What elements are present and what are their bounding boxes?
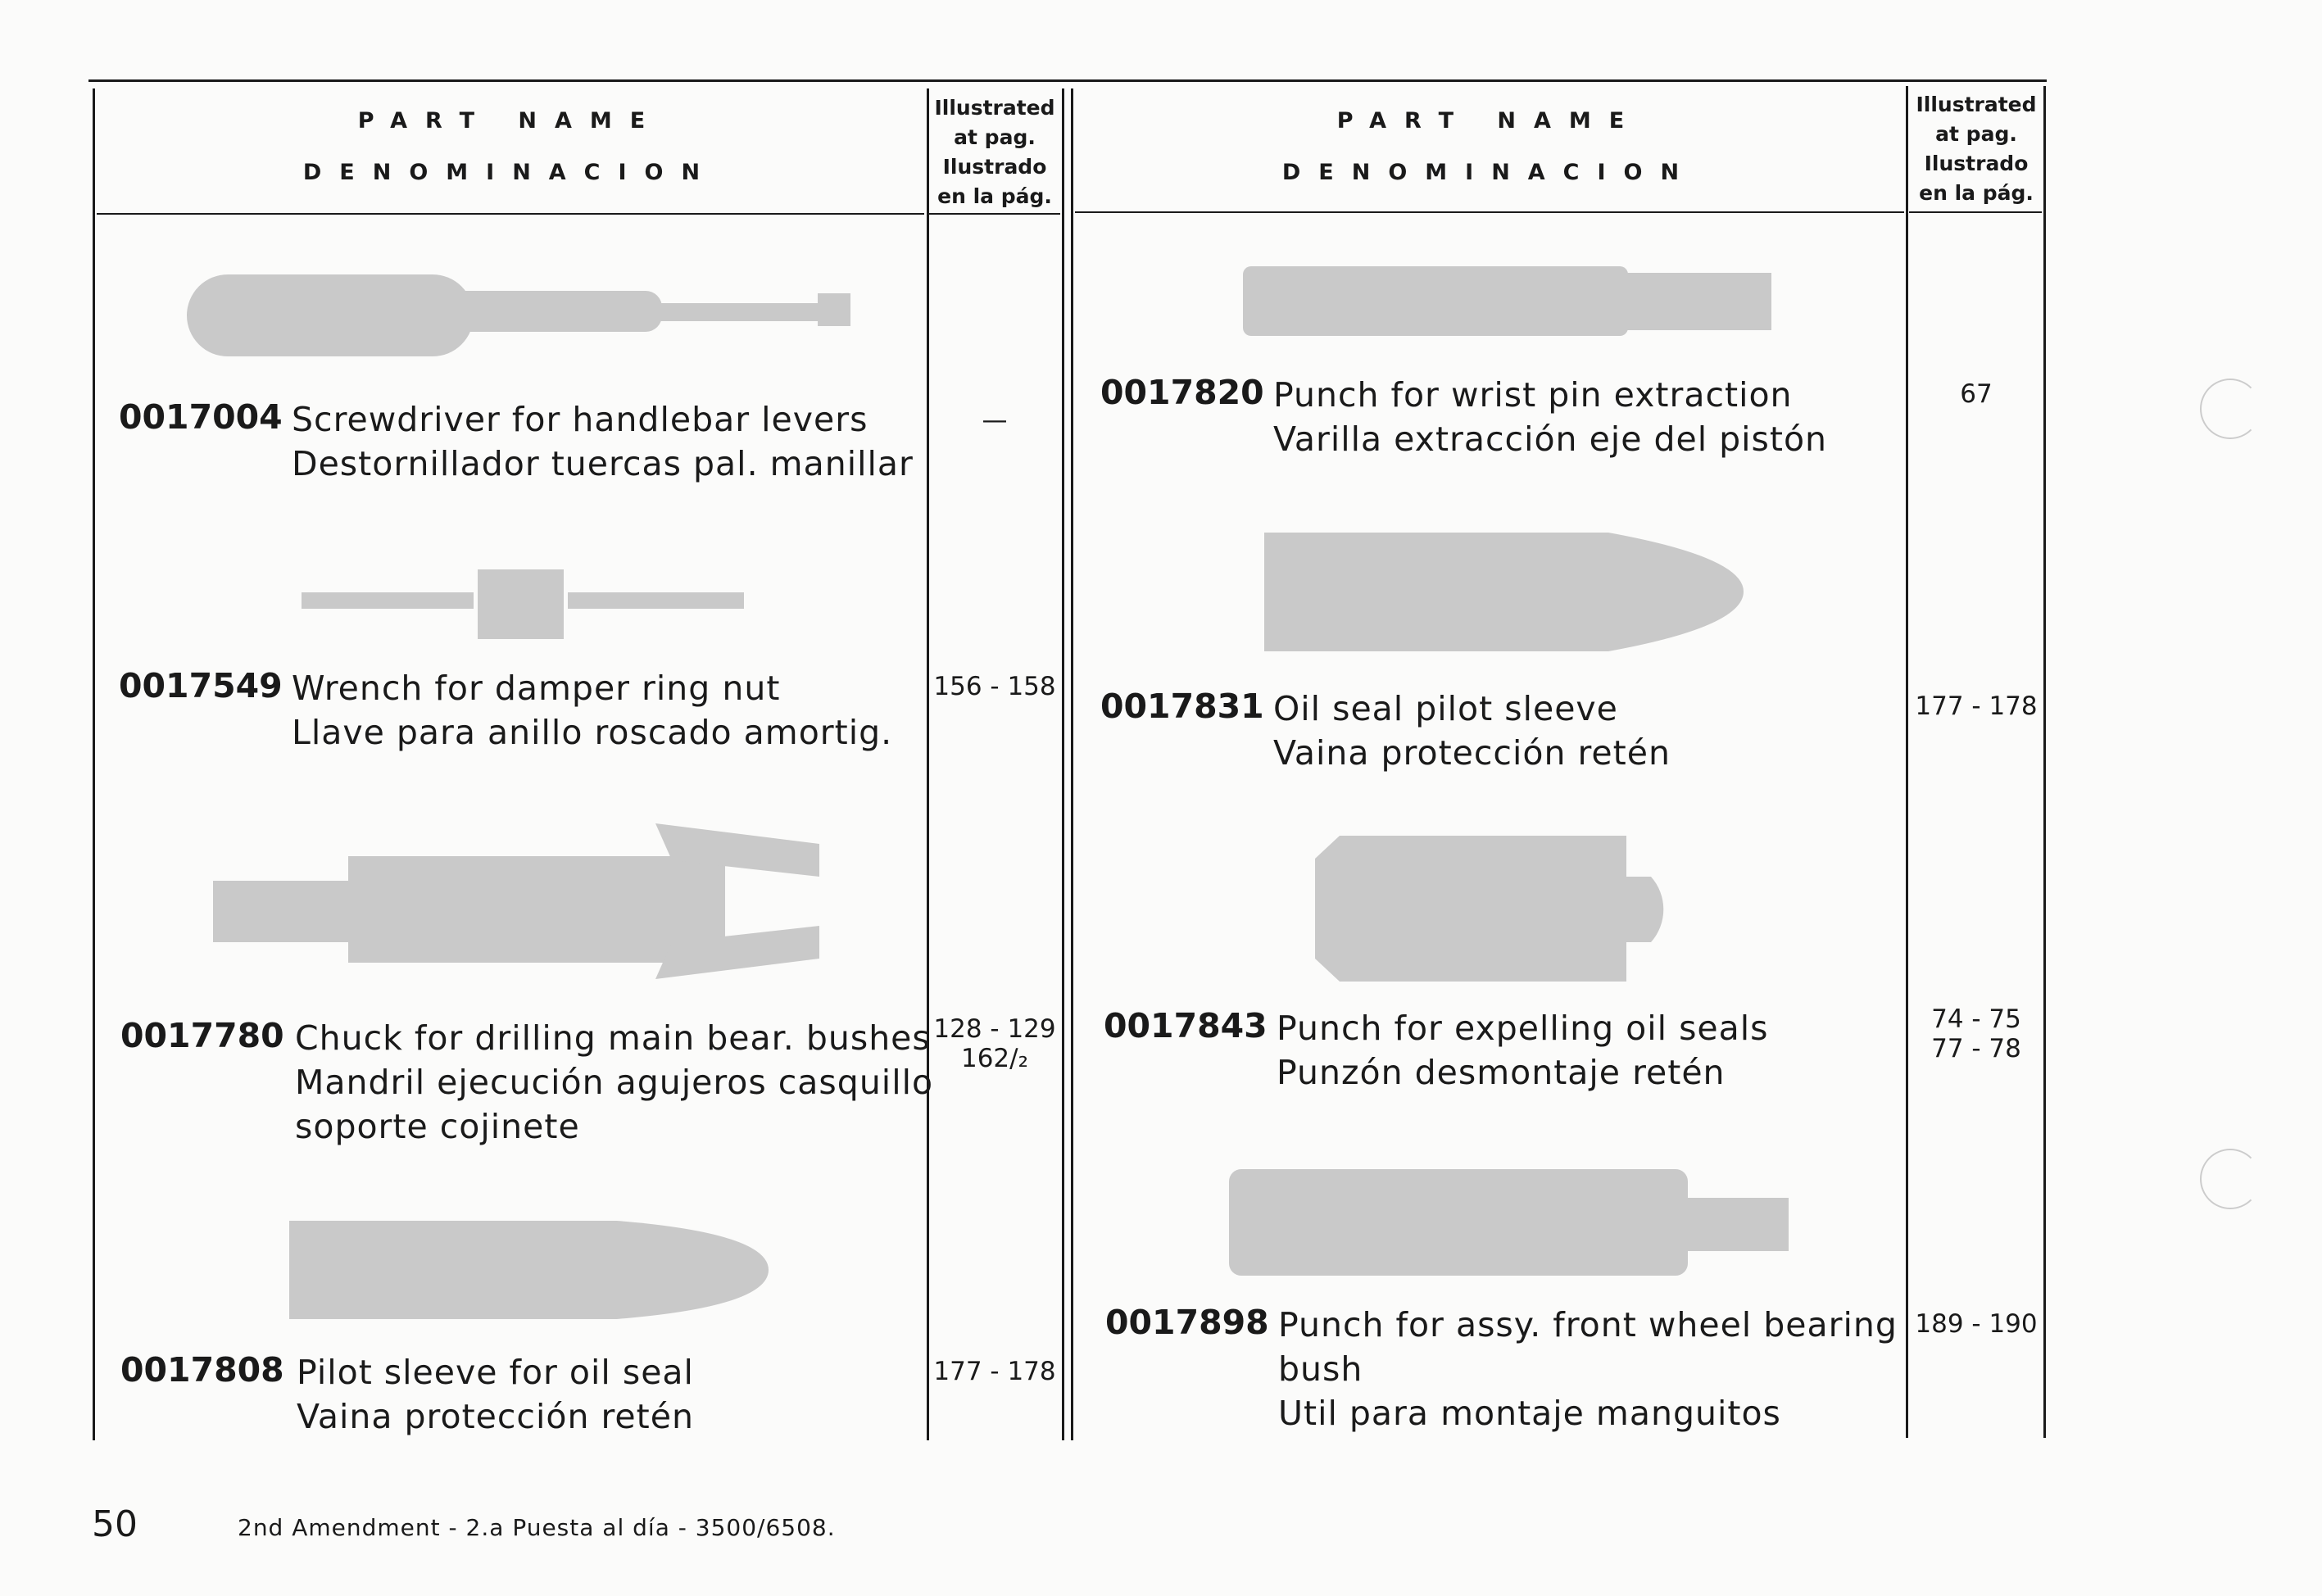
column-border — [1906, 86, 1908, 1438]
top-rule — [88, 79, 2047, 82]
header-denominacion: DENOMINACION — [1281, 160, 1698, 185]
binder-hole — [2200, 1149, 2261, 1209]
page-line: 77 - 78 — [1931, 1034, 2021, 1063]
name-en: Chuck for drilling main bear. bushes — [295, 1018, 931, 1058]
column-border — [1062, 88, 1064, 1440]
part-name — [1273, 373, 1827, 461]
part-name — [295, 1016, 933, 1149]
column-border — [2043, 86, 2046, 1438]
header-line: Illustrated — [934, 96, 1055, 120]
name-en: Pilot sleeve for oil seal — [297, 1353, 694, 1392]
part-name — [292, 397, 914, 486]
name-es: Vaina protección retén — [1273, 733, 1671, 773]
name-en: Punch for wrist pin extraction — [1273, 375, 1793, 415]
name-es: Punzón desmontaje retén — [1277, 1053, 1726, 1092]
header-part-name: PART NAME — [357, 108, 664, 134]
name-es: Mandril ejecución agujeros casquillo — [295, 1063, 934, 1102]
part-number: 0017808 — [120, 1350, 284, 1390]
punch-assy-illustration — [1229, 1169, 1790, 1276]
page-ref: 177 - 178 — [1915, 691, 2038, 721]
screwdriver-illustration — [187, 270, 859, 360]
header-denominacion: DENOMINACION — [302, 160, 719, 185]
header-line: en la pág. — [1919, 181, 2034, 205]
header-line: Ilustrado — [942, 155, 1047, 179]
header-line: at pag. — [1935, 122, 2017, 146]
part-number: 0017549 — [119, 666, 283, 705]
name-es: Vaina protección retén — [297, 1397, 694, 1436]
page-line: 128 - 129 — [933, 1014, 1056, 1044]
punch-expelling-illustration — [1315, 836, 1700, 982]
part-name — [1278, 1303, 1898, 1435]
pilot-sleeve-illustration — [289, 1217, 769, 1323]
column-border — [1071, 88, 1073, 1440]
wrench-illustration — [302, 561, 748, 639]
part-number: 0017898 — [1105, 1303, 1269, 1342]
header-rule — [1909, 211, 2042, 213]
part-number: 0017820 — [1100, 373, 1264, 412]
part-name — [292, 666, 892, 755]
header-line: Ilustrado — [1924, 152, 2029, 175]
page-line: 162/₂ — [960, 1044, 1029, 1073]
header-rule — [1075, 211, 1904, 213]
name-es: Destornillador tuercas pal. manillar — [292, 444, 914, 483]
name-es: soporte cojinete — [295, 1107, 580, 1146]
name-en: Punch for assy. front wheel bearing — [1278, 1305, 1898, 1344]
part-number: 0017004 — [119, 397, 283, 437]
page-ref: 67 — [1960, 379, 1993, 409]
oil-seal-sleeve-illustration — [1264, 533, 1744, 651]
name-en: bush — [1278, 1349, 1363, 1389]
footer-note: 2nd Amendment - 2.a Puesta al día - 3500/6508. — [238, 1514, 836, 1541]
page-ref — [1909, 1004, 2043, 1063]
header-rule — [97, 213, 924, 215]
part-name — [1277, 1006, 1769, 1095]
header-rule — [929, 213, 1060, 215]
header-line: Illustrated — [1916, 93, 2037, 116]
page-ref: 189 - 190 — [1915, 1309, 2038, 1339]
binder-hole — [2200, 379, 2261, 439]
header-part-name: PART NAME — [1336, 108, 1643, 134]
page-ref: — — [982, 406, 1008, 435]
header-line: at pag. — [954, 125, 1036, 149]
part-number: 0017843 — [1104, 1006, 1268, 1045]
page-number: 50 — [92, 1503, 138, 1545]
punch-illustration — [1243, 266, 1776, 336]
page-line: 74 - 75 — [1931, 1004, 2021, 1034]
page-ref: 177 - 178 — [933, 1357, 1056, 1386]
part-name — [297, 1350, 694, 1439]
name-es: Util para montaje manguitos — [1278, 1394, 1781, 1433]
page-ref: 156 - 158 — [933, 672, 1056, 701]
part-number: 0017780 — [120, 1016, 284, 1055]
name-en: Punch for expelling oil seals — [1277, 1009, 1769, 1048]
page-ref — [929, 1014, 1060, 1073]
name-en: Screwdriver for handlebar levers — [292, 400, 868, 439]
name-en: Wrench for damper ring nut — [292, 669, 781, 708]
header-page-column — [1909, 90, 2043, 208]
name-en: Oil seal pilot sleeve — [1273, 689, 1618, 728]
part-number: 0017831 — [1100, 687, 1264, 726]
name-es: Llave para anillo roscado amortig. — [292, 713, 893, 752]
chuck-illustration — [213, 819, 823, 983]
header-line: en la pág. — [937, 184, 1052, 208]
column-border — [93, 88, 95, 1440]
part-name — [1273, 687, 1671, 775]
column-border — [927, 88, 929, 1440]
name-es: Varilla extracción eje del pistón — [1273, 419, 1828, 459]
header-page-column — [929, 93, 1060, 211]
